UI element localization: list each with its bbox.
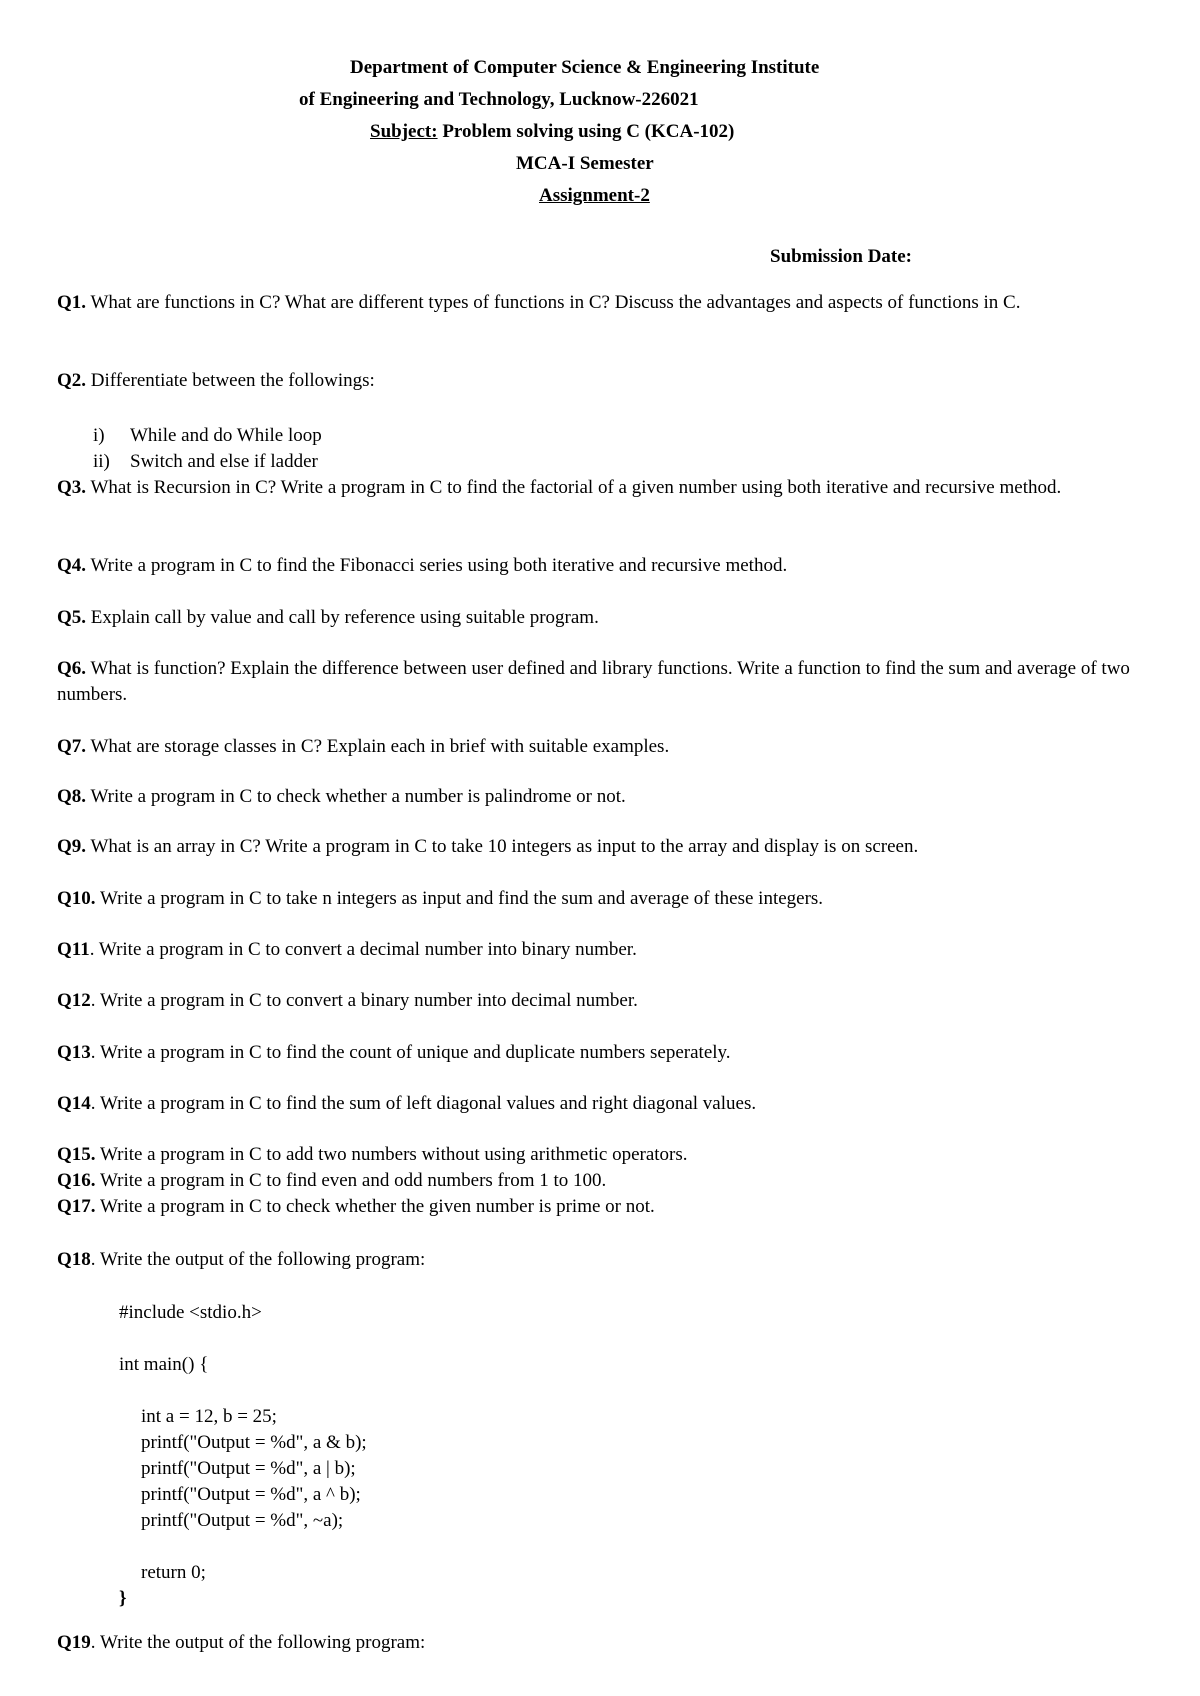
question-12 [57,988,1147,1014]
question-4 [57,553,1147,579]
question-1 [57,290,1147,316]
question-8 [57,784,1147,810]
question-text: Write a program in C to find even and odd numbers from 1 to 100. [95,1170,607,1191]
assignment-title: Assignment-2 [539,185,650,206]
list-item: While and do While loop [130,425,322,446]
header-line-1: Department of Computer Science & Engineering Institute [350,57,820,78]
semester: MCA-I Semester [516,153,654,174]
question-text: . Write a program in C to find the sum of left diagonal values and right diagonal values. [90,1093,757,1114]
code-line: } [119,1588,127,1609]
question-number: Q10. [57,888,96,909]
question-text: . Write a program in C to find the count of unique and duplicate numbers seperately. [90,1042,731,1063]
question-text: What is function? Explain the difference between user defined and library functions. Write a function to find the sum and average of two numbers. [57,658,1130,705]
subject-label: Subject: [370,121,438,142]
subject-value: Problem solving using C (KCA-102) [437,121,735,142]
question-16 [57,1168,1147,1194]
question-text: What is Recursion in C? Write a program in C to find the factorial of a given number using both iterative and recursive method. [86,477,1062,498]
question-number: Q16. [57,1170,96,1191]
code-line: printf("Output = %d", a | b); [141,1458,356,1479]
question-number: Q18 [57,1249,91,1270]
question-text: What are storage classes in C? Explain each in brief with suitable examples. [86,736,670,757]
question-number: Q11 [57,939,90,960]
code-line: int a = 12, b = 25; [141,1406,277,1427]
code-line: printf("Output = %d", a ^ b); [141,1484,361,1505]
question-18 [57,1247,1147,1273]
question-14 [57,1091,1147,1117]
submission-date-label: Submission Date: [770,246,912,267]
list-item-marker: ii) [93,451,110,472]
question-7 [57,734,1147,760]
question-text: . Write the output of the following program: [90,1249,426,1270]
question-text: Differentiate between the followings: [86,370,375,391]
question-number: Q1. [57,292,87,313]
question-number: Q2. [57,370,87,391]
code-line: int main() { [119,1354,209,1375]
list-item-marker: i) [93,425,105,446]
question-text: Write a program in C to check whether a number is palindrome or not. [86,786,626,807]
question-13 [57,1040,1147,1066]
question-number: Q12 [57,990,91,1011]
code-line: return 0; [141,1562,206,1583]
code-line: #include <stdio.h> [119,1302,262,1323]
header-line-2: of Engineering and Technology, Lucknow-226021 [299,89,699,110]
question-number: Q5. [57,607,87,628]
list-item: Switch and else if ladder [130,451,318,472]
question-text: . Write the output of the following program: [90,1632,426,1653]
question-2 [57,368,1147,394]
question-17 [57,1194,1147,1220]
question-9 [57,834,1147,860]
question-text: What are functions in C? What are different types of functions in C? Discuss the advantages and aspects of functions in C. [86,292,1021,313]
question-number: Q4. [57,555,87,576]
question-text: What is an array in C? Write a program in C to take 10 integers as input to the array and display is on screen. [86,836,919,857]
question-19 [57,1630,1147,1656]
subject-line [370,116,734,148]
question-11 [57,937,1147,963]
question-text: Write a program in C to take n integers as input and find the sum and average of these integers. [95,888,824,909]
question-6 [57,656,1147,708]
question-number: Q7. [57,736,87,757]
question-number: Q9. [57,836,87,857]
question-10 [57,886,1147,912]
question-number: Q3. [57,477,87,498]
question-15 [57,1142,1147,1168]
code-line: printf("Output = %d", ~a); [141,1510,344,1531]
question-text: . Write a program in C to convert a decimal number into binary number. [89,939,637,960]
question-number: Q14 [57,1093,91,1114]
question-number: Q6. [57,658,87,679]
question-text: Write a program in C to find the Fibonacci series using both iterative and recursive method. [86,555,788,576]
question-number: Q8. [57,786,87,807]
question-text: . Write a program in C to convert a binary number into decimal number. [90,990,638,1011]
question-number: Q13 [57,1042,91,1063]
question-number: Q17. [57,1196,96,1217]
question-number: Q19 [57,1632,91,1653]
question-text: Write a program in C to check whether the given number is prime or not. [95,1196,655,1217]
question-number: Q15. [57,1144,96,1165]
question-3 [57,475,1147,501]
question-text: Explain call by value and call by reference using suitable program. [86,607,599,628]
question-text: Write a program in C to add two numbers without using arithmetic operators. [95,1144,688,1165]
code-line: printf("Output = %d", a & b); [141,1432,367,1453]
question-5 [57,605,1147,631]
